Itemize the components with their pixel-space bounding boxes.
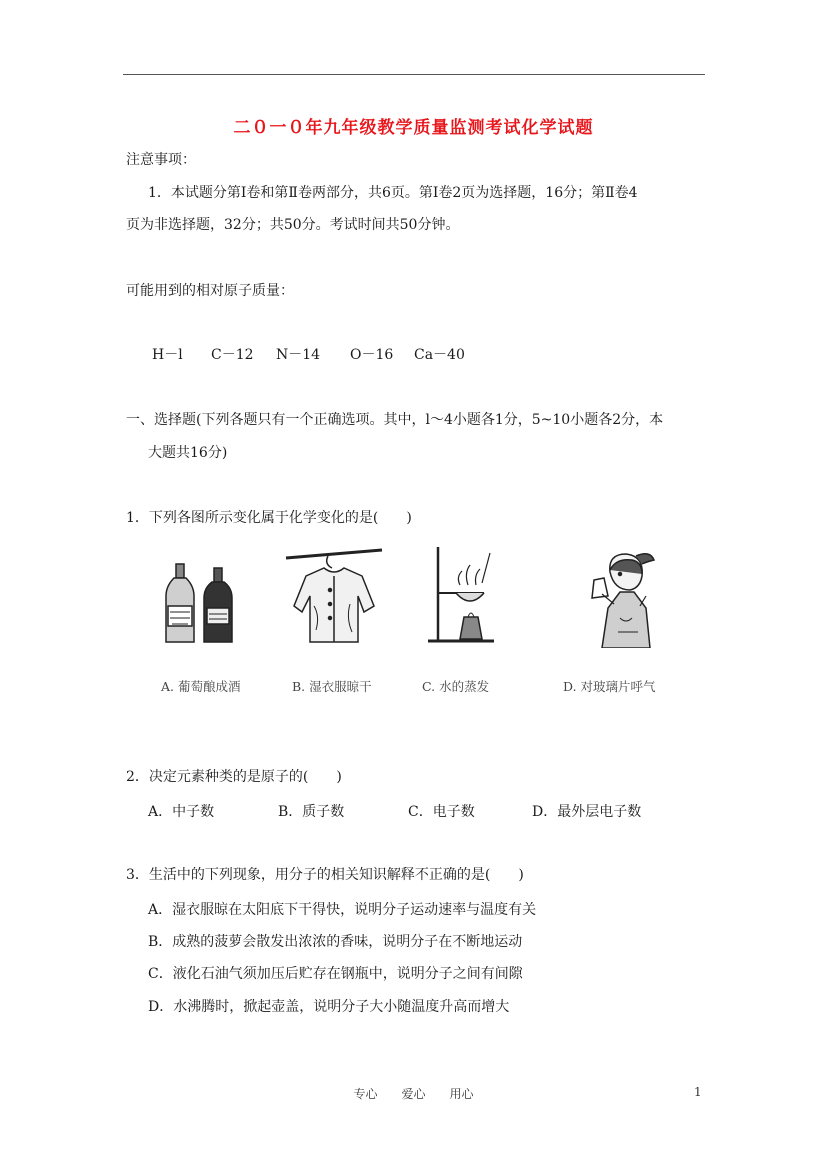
exam-title: 二０一０年九年级教学质量监测考试化学试题 — [233, 118, 594, 138]
question-2-option-b: B．质子数 — [278, 804, 345, 820]
figure-a-caption: A. 葡萄酿成酒 — [161, 679, 241, 694]
figure-c-caption: C. 水的蒸发 — [422, 679, 490, 694]
page-number: 1 — [694, 1085, 702, 1099]
figure-b-caption: B. 湿衣服晾干 — [292, 679, 372, 694]
figure-d-caption: D. 对玻璃片呼气 — [563, 679, 656, 694]
section-1-heading-line-2: 大题共16分) — [148, 445, 228, 461]
question-2-option-c: C．电子数 — [408, 804, 475, 820]
atomic-mass-c: C－12 — [211, 347, 254, 363]
question-3-option-d: D．水沸腾时，掀起壶盖，说明分子大小随温度升高而增大 — [148, 999, 510, 1015]
question-2-stem: 2．决定元素种类的是原子的( ) — [126, 769, 342, 785]
notice-heading: 注意事项： — [126, 152, 196, 168]
shirt-drying-illustration — [284, 546, 384, 648]
atomic-mass-h: H－l — [152, 347, 183, 363]
evaporation-apparatus-illustration — [424, 543, 504, 647]
question-1-stem: 1．下列各图所示变化属于化学变化的是( ) — [126, 510, 412, 526]
footer-motto: 专心 爱心 用心 — [353, 1087, 474, 1101]
atomic-mass-ca: Ca－40 — [414, 347, 465, 363]
atomic-mass-heading: 可能用到的相对原子质量： — [126, 283, 294, 299]
question-3-stem: 3．生活中的下列现象，用分子的相关知识解释不正确的是( ) — [126, 867, 524, 883]
question-2-option-d: D．最外层电子数 — [532, 804, 642, 820]
question-2-option-a: A．中子数 — [148, 804, 215, 820]
wine-bottles-illustration — [160, 560, 240, 648]
atomic-mass-n: N－14 — [276, 347, 321, 363]
question-3-option-a: A．湿衣服晾在太阳底下干得快，说明分子运动速率与温度有关 — [148, 902, 537, 918]
question-3-option-c: C．液化石油气须加压后贮存在钢瓶中，说明分子之间有间隙 — [148, 966, 523, 982]
section-1-heading-line-1: 一、选择题(下列各题只有一个正确选项。其中，l～4小题各1分，5~10小题各2分，本 — [126, 412, 664, 428]
notice-line-1: 1．本试题分第Ⅰ卷和第Ⅱ卷两部分，共6页。第Ⅰ卷2页为选择题，16分；第Ⅱ卷4 — [148, 185, 638, 201]
question-3-option-b: B．成熟的菠萝会散发出浓浓的香味，说明分子在不断地运动 — [148, 934, 523, 950]
girl-breathing-illustration — [580, 548, 662, 648]
header-rule — [123, 74, 705, 75]
atomic-mass-o: O－16 — [350, 347, 394, 363]
notice-line-2: 页为非选择题，32分；共50分。考试时间共50分钟。 — [126, 217, 460, 233]
